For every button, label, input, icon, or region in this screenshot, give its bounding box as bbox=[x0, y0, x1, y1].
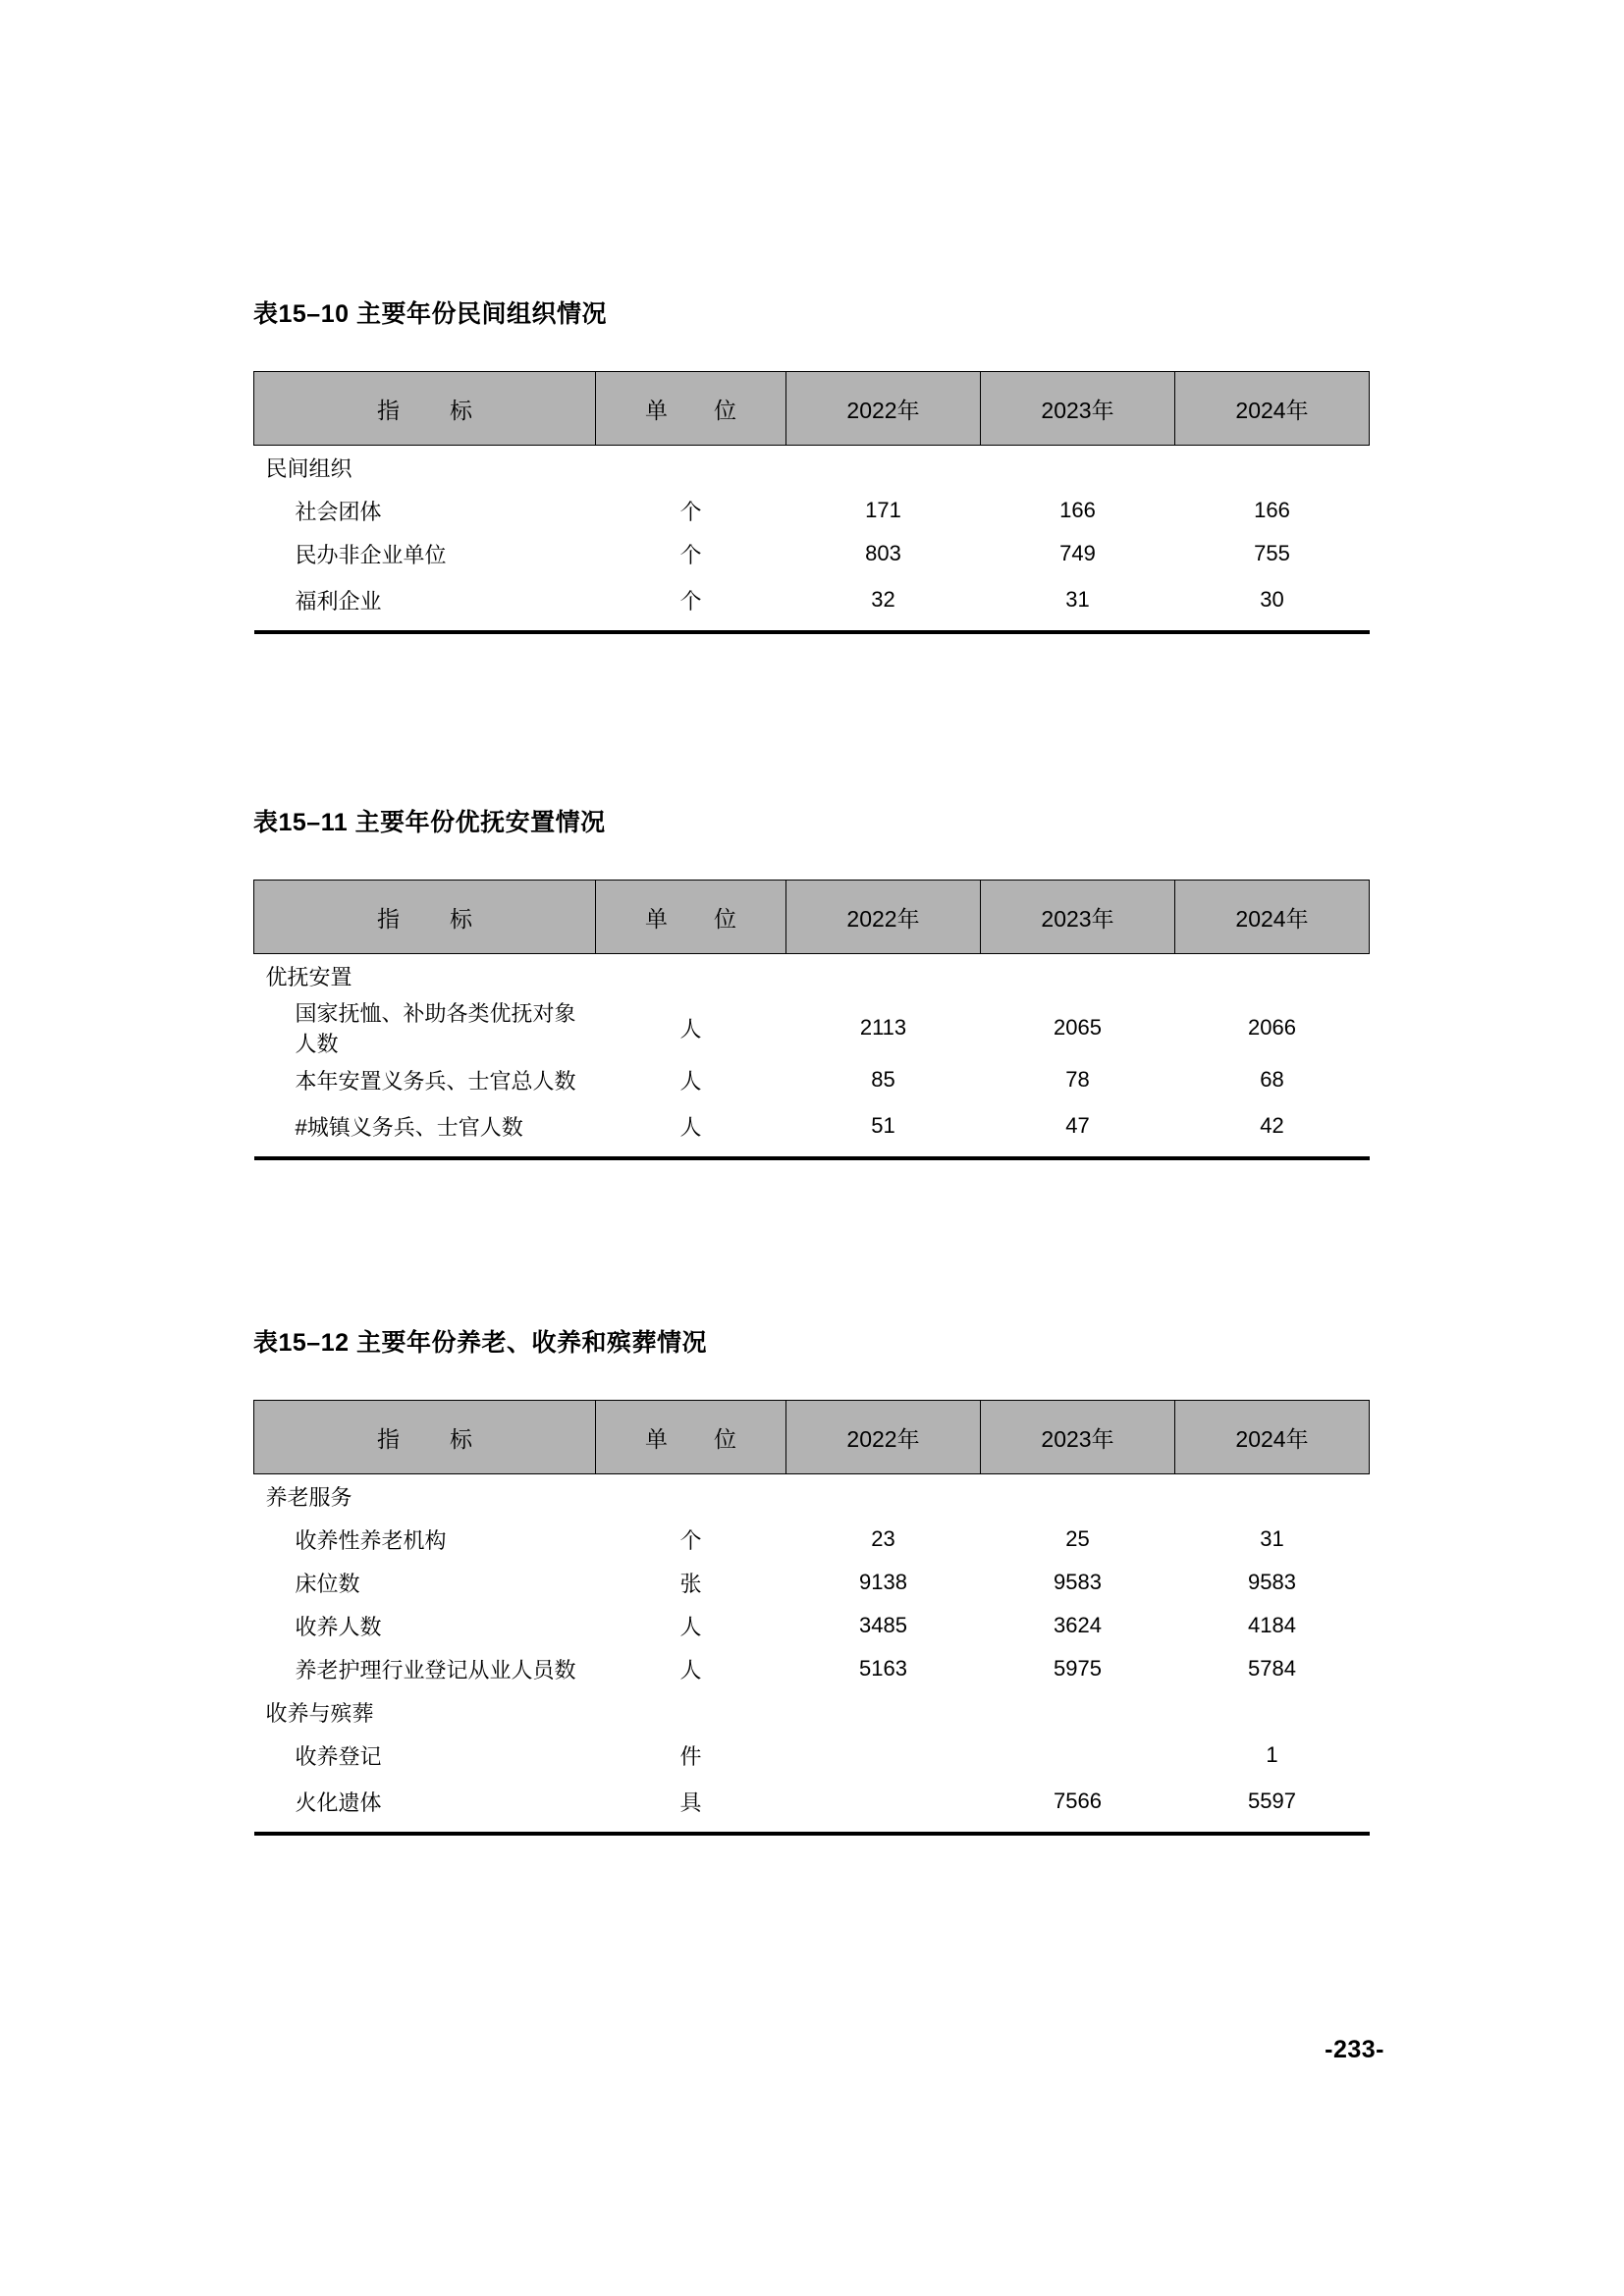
row-value-2023: 7566 bbox=[981, 1777, 1175, 1834]
stat-table-15-11 bbox=[253, 880, 1370, 1160]
row-value-2022 bbox=[786, 1690, 981, 1734]
row-unit: 人 bbox=[596, 1101, 786, 1158]
row-value-2024: 2066 bbox=[1248, 1015, 1296, 1040]
table-row bbox=[254, 1647, 1370, 1690]
table-row bbox=[254, 1058, 1370, 1101]
row-label: 本年安置义务兵、士官总人数 bbox=[295, 1068, 576, 1094]
col-header-indicator: 指 标 bbox=[254, 1401, 596, 1474]
row-value-2022: 51 bbox=[786, 1101, 981, 1158]
row-label: 收养人数 bbox=[295, 1614, 382, 1639]
row-value-2023: 47 bbox=[981, 1101, 1175, 1158]
row-label: 火化遗体 bbox=[254, 1777, 596, 1834]
row-label: 养老服务 bbox=[265, 1484, 352, 1510]
row-value-2024 bbox=[1175, 954, 1370, 998]
row-value-2023: 2065 bbox=[1054, 1015, 1102, 1040]
row-label: 社会团体 bbox=[295, 499, 382, 524]
row-value-2023 bbox=[981, 1690, 1175, 1734]
table-block-15-11 bbox=[253, 803, 1382, 1160]
table-header-row bbox=[254, 881, 1370, 954]
col-header-2022: 2022年 bbox=[786, 1401, 981, 1474]
row-label: #城镇义务兵、士官人数 bbox=[254, 1101, 596, 1158]
table-row bbox=[254, 1734, 1370, 1777]
row-value-2022 bbox=[786, 446, 981, 490]
table-row bbox=[254, 997, 1370, 1058]
table-title-15-12 bbox=[253, 1323, 1382, 1359]
table-row bbox=[254, 1690, 1370, 1734]
col-header-2022: 2022年 bbox=[786, 881, 981, 954]
col-header-2023: 2023年 bbox=[981, 1401, 1175, 1474]
row-value-2023: 31 bbox=[981, 575, 1175, 632]
col-header-2024: 2024年 bbox=[1175, 372, 1370, 446]
row-label: 床位数 bbox=[295, 1571, 360, 1596]
col-header-indicator: 指 标 bbox=[254, 372, 596, 446]
table-row bbox=[254, 954, 1370, 998]
row-value-2022: 2113 bbox=[859, 1015, 907, 1040]
table-row bbox=[254, 1604, 1370, 1647]
row-unit bbox=[596, 446, 786, 490]
col-header-unit: 单 位 bbox=[596, 372, 786, 446]
col-header-indicator: 指 标 bbox=[254, 881, 596, 954]
row-value-2022: 9138 bbox=[859, 1570, 907, 1594]
row-value-2023: 25 bbox=[1065, 1526, 1090, 1551]
table-row bbox=[254, 1561, 1370, 1604]
table-title-15-11 bbox=[253, 803, 1382, 838]
stat-table-15-12 bbox=[253, 1400, 1370, 1836]
row-value-2024 bbox=[1175, 1474, 1370, 1519]
row-label: 收养登记 bbox=[295, 1743, 382, 1769]
table-row bbox=[254, 1101, 1370, 1158]
row-unit: 具 bbox=[596, 1777, 786, 1834]
row-value-2022: 23 bbox=[871, 1526, 895, 1551]
stat-table-15-10 bbox=[253, 371, 1370, 634]
row-label: 收养与殡葬 bbox=[265, 1700, 374, 1726]
col-header-unit: 单 位 bbox=[596, 1401, 786, 1474]
row-label: 优抚安置 bbox=[265, 964, 352, 989]
table-row bbox=[254, 1474, 1370, 1519]
row-unit: 张 bbox=[679, 1571, 702, 1596]
col-header-2023: 2023年 bbox=[981, 372, 1175, 446]
table-code-15-12: 表15–12 bbox=[253, 1329, 350, 1357]
row-value-2022 bbox=[786, 954, 981, 998]
row-label: 收养性养老机构 bbox=[295, 1527, 447, 1553]
row-value-2024: 30 bbox=[1175, 575, 1370, 632]
title-spacer bbox=[253, 838, 1382, 880]
row-label: 国家抚恤、补助各类优抚对象人数 bbox=[295, 1001, 576, 1056]
row-value-2024: 68 bbox=[1260, 1067, 1284, 1092]
row-value-2023 bbox=[981, 1474, 1175, 1519]
row-unit: 个 bbox=[679, 1527, 702, 1553]
table-title-15-10 bbox=[253, 294, 1382, 330]
row-value-2022: 32 bbox=[786, 575, 981, 632]
row-value-2024: 5597 bbox=[1175, 1777, 1370, 1834]
table-header-row bbox=[254, 1401, 1370, 1474]
row-value-2024 bbox=[1175, 1690, 1370, 1734]
row-unit bbox=[596, 954, 786, 998]
row-value-2022: 5163 bbox=[859, 1656, 907, 1681]
row-value-2024: 42 bbox=[1175, 1101, 1370, 1158]
col-header-2024: 2024年 bbox=[1175, 1401, 1370, 1474]
table-caption-15-11: 主要年份优抚安置情况 bbox=[354, 809, 606, 836]
row-value-2024: 5784 bbox=[1248, 1656, 1296, 1681]
row-value-2024: 4184 bbox=[1248, 1613, 1296, 1637]
row-unit bbox=[596, 1474, 786, 1519]
row-value-2022: 3485 bbox=[859, 1613, 907, 1637]
table-row bbox=[254, 446, 1370, 490]
row-value-2024: 755 bbox=[1254, 541, 1290, 565]
row-value-2023 bbox=[981, 1734, 1175, 1777]
row-unit: 件 bbox=[679, 1743, 702, 1769]
table-caption-15-12: 主要年份养老、收养和殡葬情况 bbox=[355, 1329, 707, 1357]
row-unit: 人 bbox=[679, 1614, 702, 1639]
row-value-2023: 3624 bbox=[1054, 1613, 1102, 1637]
row-label: 民办非企业单位 bbox=[295, 542, 447, 567]
row-value-2023: 9583 bbox=[1054, 1570, 1102, 1594]
table-code-15-10: 表15–10 bbox=[253, 300, 350, 328]
col-header-2022: 2022年 bbox=[786, 372, 981, 446]
row-value-2022 bbox=[786, 1734, 981, 1777]
row-value-2024: 9583 bbox=[1248, 1570, 1296, 1594]
table-row bbox=[254, 532, 1370, 575]
title-spacer bbox=[253, 1359, 1382, 1400]
row-unit: 人 bbox=[679, 1016, 702, 1041]
table-block-15-12 bbox=[253, 1323, 1382, 1836]
row-value-2024: 31 bbox=[1260, 1526, 1284, 1551]
table-code-15-11: 表15–11 bbox=[253, 809, 349, 836]
table-row bbox=[254, 1518, 1370, 1561]
table-header-row bbox=[254, 372, 1370, 446]
row-value-2023: 749 bbox=[1059, 541, 1096, 565]
page-number: -233- bbox=[1325, 2036, 1384, 2063]
col-header-unit: 单 位 bbox=[596, 881, 786, 954]
table-caption-15-10: 主要年份民间组织情况 bbox=[355, 300, 607, 328]
table-row bbox=[254, 489, 1370, 532]
row-value-2024: 166 bbox=[1254, 498, 1290, 522]
row-unit: 个 bbox=[679, 542, 702, 567]
row-value-2022 bbox=[786, 1777, 981, 1834]
row-value-2024: 1 bbox=[1266, 1742, 1278, 1767]
row-value-2022: 85 bbox=[871, 1067, 895, 1092]
row-value-2023: 5975 bbox=[1054, 1656, 1102, 1681]
col-header-2023: 2023年 bbox=[981, 881, 1175, 954]
table-row bbox=[254, 1777, 1370, 1834]
row-value-2022 bbox=[786, 1474, 981, 1519]
row-value-2024 bbox=[1175, 446, 1370, 490]
row-value-2023: 166 bbox=[1059, 498, 1096, 522]
row-label: 养老护理行业登记从业人员数 bbox=[295, 1657, 576, 1682]
table-block-15-10 bbox=[253, 294, 1382, 634]
title-spacer bbox=[253, 330, 1382, 371]
row-value-2023 bbox=[981, 954, 1175, 998]
row-value-2023: 78 bbox=[1065, 1067, 1090, 1092]
row-unit: 个 bbox=[679, 499, 702, 524]
row-value-2023 bbox=[981, 446, 1175, 490]
row-value-2022: 803 bbox=[865, 541, 901, 565]
row-unit: 人 bbox=[679, 1068, 702, 1094]
row-label: 福利企业 bbox=[254, 575, 596, 632]
row-value-2022: 171 bbox=[865, 498, 901, 522]
row-label: 民间组织 bbox=[265, 455, 352, 481]
row-unit bbox=[596, 1690, 786, 1734]
table-row bbox=[254, 575, 1370, 632]
row-unit: 个 bbox=[596, 575, 786, 632]
col-header-2024: 2024年 bbox=[1175, 881, 1370, 954]
row-unit: 人 bbox=[679, 1657, 702, 1682]
